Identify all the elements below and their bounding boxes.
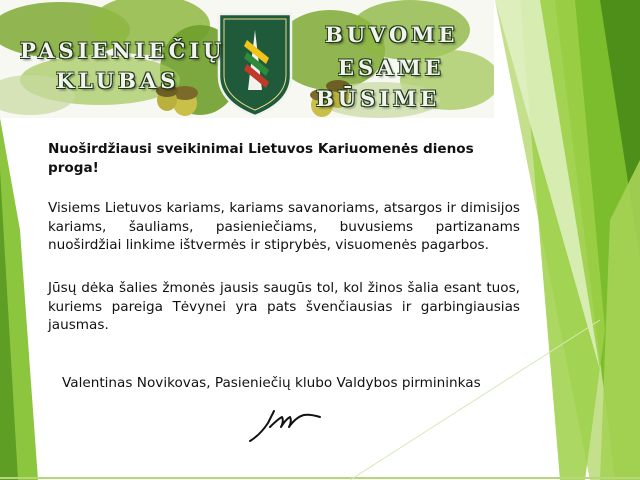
paragraph-wishes: Visiems Lietuvos kariams, kariams savanoriams, atsargos ir dimisijos kariams, šauliams, pasieniečiams, buvusiems partizanams nuoširdžiai linkime ištvermės ir stiprybės, visuomenės pagarbos. xyxy=(48,200,520,253)
paragraph-gratitude: Jūsų dėka šalies žmonės jausis saugūs tol, kol žinos šalia esant tuos, kuriems pareiga Tėvynei yra pats švenčiausias ir garbingiausias jausmas. xyxy=(48,280,520,333)
letter-body xyxy=(48,140,520,333)
banner-right-line-1: BUVOME xyxy=(325,22,459,47)
club-emblem-icon xyxy=(219,14,291,116)
banner-right-line-3: BŪSIME xyxy=(316,86,441,111)
banner-right-line-2: ESAME xyxy=(338,55,445,80)
handwritten-signature-icon xyxy=(248,405,323,445)
club-banner xyxy=(0,0,494,118)
banner-left-line-1: PASIENIEČIŲ xyxy=(20,38,226,63)
banner-left-line-2: KLUBAS xyxy=(56,68,180,93)
signature-line: Valentinas Novikovas, Pasieniečių klubo Valdybos pirmininkas xyxy=(62,375,481,391)
greeting-heading: Nuoširdžiausi sveikinimai Lietuvos Kariuomenės dienos proga! xyxy=(48,141,474,176)
